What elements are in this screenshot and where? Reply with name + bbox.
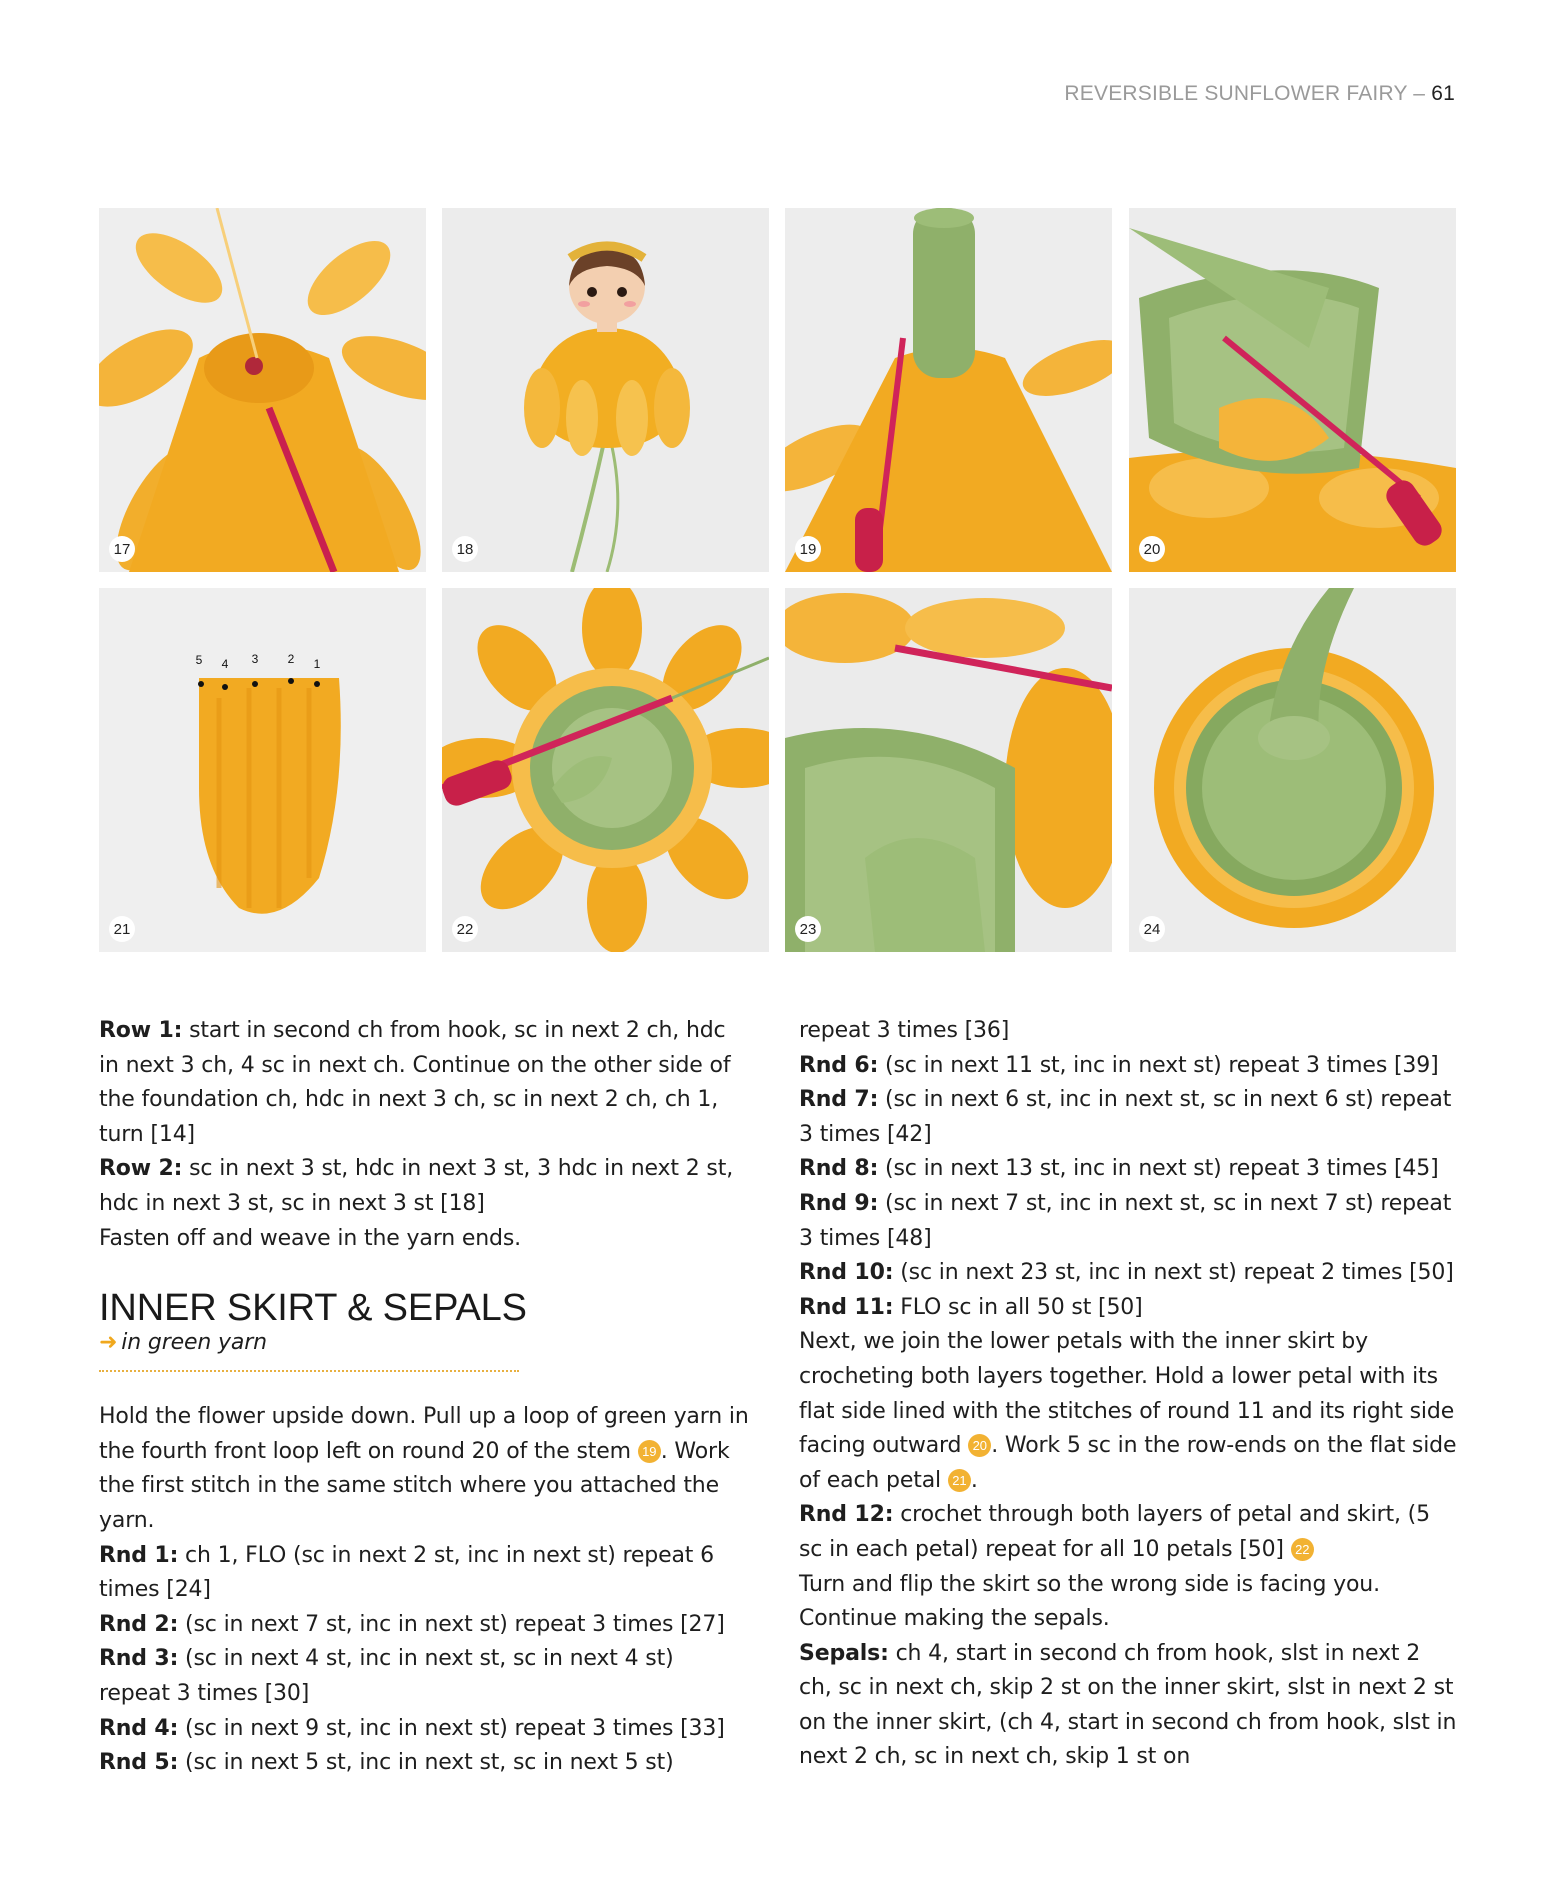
sepals	[799, 1637, 1459, 1775]
photo-ref-badge: 19	[638, 1440, 661, 1463]
rnd-4	[99, 1712, 749, 1747]
rnd-3-text: (sc in next 4 st, inc in next st, sc in next 4 st) repeat 3 times [30]	[99, 1646, 674, 1706]
rnd-7	[799, 1083, 1459, 1152]
row-2-label: Row 2:	[99, 1156, 183, 1182]
rnd-3-label: Rnd 3:	[99, 1646, 179, 1672]
rnd-8-text: (sc in next 13 st, inc in next st) repeat 3 times [45]	[878, 1156, 1439, 1182]
row-1	[99, 1014, 749, 1152]
page-number: 61	[1431, 82, 1455, 105]
rnd-12-text: crochet through both layers of petal and skirt, (5 sc in each petal) repeat for all 10 petals [50]	[799, 1502, 1430, 1562]
rnd-2-text: (sc in next 7 st, inc in next st) repeat 3 times [27]	[178, 1611, 725, 1637]
photo-21-image	[99, 588, 426, 952]
join-paragraph	[799, 1325, 1459, 1498]
rnd-5-continued: repeat 3 times [36]	[799, 1018, 1010, 1043]
intro-text-a: Hold the flower upside down. Pull up a loop of green yarn in the fourth front loop left on round 20 of the stem	[99, 1404, 749, 1464]
rnd-2	[99, 1608, 749, 1643]
photo-ref-badge: 20	[968, 1434, 991, 1457]
rnd-9-label: Rnd 9:	[799, 1190, 879, 1216]
photo-23-image	[785, 588, 1112, 952]
photo-22	[442, 588, 769, 952]
rnd-3	[99, 1642, 749, 1711]
rnd-6	[799, 1049, 1459, 1084]
running-head	[1064, 82, 1455, 106]
intro-paragraph	[99, 1400, 749, 1538]
sepals-text: ch 4, start in second ch from hook, slst in next 2 ch, sc in next ch, skip 2 st on the inner skirt, slst in next 2 st on the inner skirt, (ch 4, start in second ch from hook, slst in next 2 ch, sc in next ch, skip 1 st on	[799, 1640, 1457, 1770]
rnd-10-label: Rnd 10:	[799, 1260, 894, 1286]
photo-24	[1129, 588, 1456, 952]
section-subtitle	[99, 1330, 749, 1356]
photo-19	[785, 208, 1112, 572]
rnd-9-text: (sc in next 7 st, inc in next st, sc in next 7 st) repeat 3 times [48]	[799, 1190, 1452, 1251]
stitch-marker-2: 2	[287, 652, 295, 666]
photo-21	[99, 588, 426, 952]
photo-17-image	[99, 208, 426, 572]
photo-number: 24	[1139, 916, 1165, 942]
photo-20	[1129, 208, 1456, 572]
rnd-10	[799, 1256, 1459, 1291]
photo-20-image	[1129, 208, 1456, 572]
rnd-10-text: (sc in next 23 st, inc in next st) repeat 2 times [50]	[893, 1260, 1454, 1286]
rnd-8	[799, 1152, 1459, 1187]
join-text-c: .	[970, 1467, 978, 1493]
rnd-11	[799, 1291, 1459, 1326]
section-subtitle-text: in green yarn	[121, 1330, 267, 1356]
section-title: INNER SKIRT & SEPALS	[99, 1287, 527, 1330]
rnd-1-text: ch 1, FLO (sc in next 2 st, inc in next st) repeat 6 times [24]	[99, 1542, 714, 1603]
stitch-marker-3: 3	[251, 652, 259, 666]
arrow-right-icon: ➜	[99, 1330, 118, 1356]
running-title: REVERSIBLE SUNFLOWER FAIRY –	[1064, 82, 1432, 105]
photo-number: 18	[452, 536, 478, 562]
sepals-label: Sepals:	[799, 1640, 889, 1666]
photo-number: 21	[109, 916, 135, 942]
photo-22-image	[442, 588, 769, 952]
photo-number: 22	[452, 916, 478, 942]
stitch-marker-1: 1	[313, 657, 321, 671]
rnd-11-text: FLO sc in all 50 st [50]	[893, 1294, 1143, 1320]
intro-text-b: . Work the first stitch in the same stitch where you attached the yarn.	[99, 1438, 730, 1533]
photo-grid	[99, 208, 1456, 952]
join-text-a: Next, we join the lower petals with the inner skirt by crocheting both layers together. Hold a lower petal with its flat side lined with the stitches of round 11 and its right side facing outward	[799, 1329, 1455, 1459]
fasten-off: Fasten off and weave in the yarn ends.	[99, 1225, 522, 1251]
row-2-text: sc in next 3 st, hdc in next 3 st, 3 hdc in next 2 st, hdc in next 3 st, sc in next 3 st [18]	[99, 1156, 734, 1216]
rnd-7-label: Rnd 7:	[799, 1087, 879, 1113]
rnd-6-label: Rnd 6:	[799, 1052, 879, 1078]
photo-ref-badge: 22	[1291, 1538, 1314, 1561]
rnd-1	[99, 1539, 749, 1608]
stitch-marker-4: 4	[221, 657, 229, 671]
photo-19-image	[785, 208, 1112, 572]
photo-ref-badge: 21	[948, 1469, 971, 1492]
photo-number: 20	[1139, 536, 1165, 562]
left-column	[99, 1014, 749, 1781]
stitch-marker-5: 5	[195, 653, 203, 667]
rnd-1-label: Rnd 1:	[99, 1542, 179, 1568]
turn-paragraph: Turn and flip the skirt so the wrong side is facing you. Continue making the sepals.	[799, 1571, 1380, 1632]
photo-18-image	[442, 208, 769, 572]
join-text-b: . Work 5 sc in the row-ends on the flat side of each petal	[799, 1433, 1457, 1493]
photo-24-image	[1129, 588, 1456, 952]
right-column	[799, 1014, 1459, 1775]
photo-18	[442, 208, 769, 572]
rnd-2-label: Rnd 2:	[99, 1611, 179, 1637]
dotted-divider	[99, 1370, 519, 1372]
rnd-9	[799, 1187, 1459, 1256]
rnd-5-label: Rnd 5:	[99, 1750, 179, 1776]
photo-17	[99, 208, 426, 572]
photo-23	[785, 588, 1112, 952]
rnd-11-label: Rnd 11:	[799, 1294, 894, 1320]
row-1-text: start in second ch from hook, sc in next 2 ch, hdc in next 3 ch, 4 sc in next ch. Continue on the other side of the foundation ch, hdc in next 3 ch, sc in next 2 ch, ch 1, turn [14]	[99, 1018, 731, 1147]
rnd-5	[99, 1746, 749, 1781]
rnd-5-text: (sc in next 5 st, inc in next st, sc in next 5 st)	[178, 1750, 674, 1776]
row-2	[99, 1152, 749, 1221]
photo-number: 17	[109, 536, 135, 562]
photo-number: 19	[795, 536, 821, 562]
rnd-4-label: Rnd 4:	[99, 1715, 179, 1741]
rnd-12	[799, 1498, 1459, 1567]
rnd-7-text: (sc in next 6 st, inc in next st, sc in next 6 st) repeat 3 times [42]	[799, 1087, 1452, 1147]
row-1-label: Row 1:	[99, 1018, 183, 1043]
photo-number: 23	[795, 916, 821, 942]
rnd-6-text: (sc in next 11 st, inc in next st) repeat 3 times [39]	[878, 1052, 1439, 1078]
rnd-4-text: (sc in next 9 st, inc in next st) repeat 3 times [33]	[178, 1715, 725, 1741]
rnd-8-label: Rnd 8:	[799, 1156, 879, 1182]
rnd-12-label: Rnd 12:	[799, 1502, 894, 1528]
